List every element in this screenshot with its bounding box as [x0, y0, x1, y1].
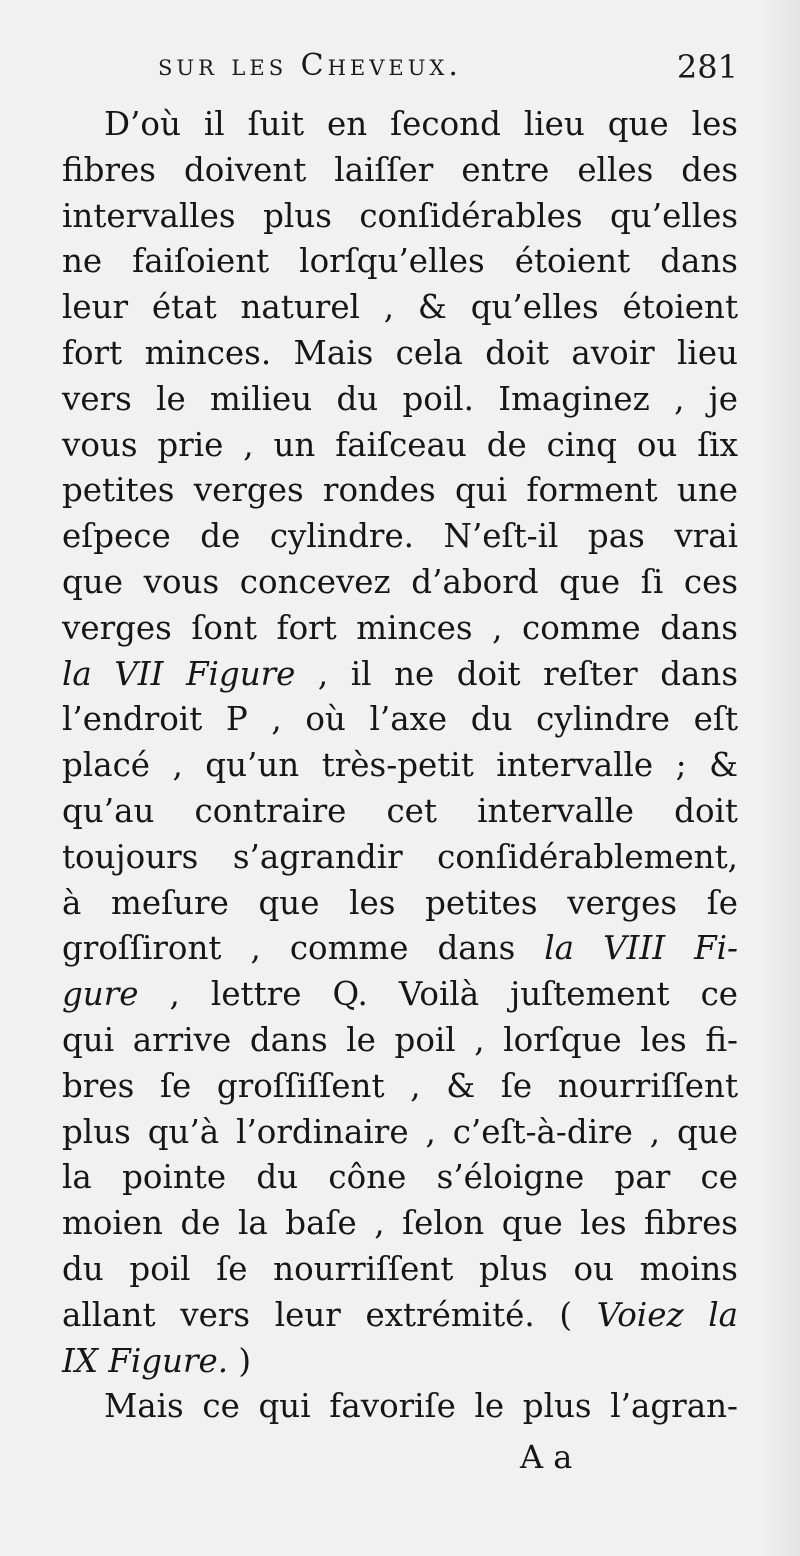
figure-reference: Voiez la [596, 1295, 739, 1334]
text-line: l’endroit P , où l’axe du cylindre eſt [62, 700, 738, 739]
text-line: placé , qu’un très-petit intervalle ; & [62, 746, 738, 785]
text-line: toujours s’agrandir conſidérablement, [62, 837, 738, 876]
text-line: qui arrive dans le poil , lorſque les fi- [62, 1020, 738, 1059]
text-line [62, 1339, 738, 1385]
text-line: intervalles plus conſidérables qu’elles [62, 196, 738, 235]
body-text [62, 102, 738, 1430]
page-number: 281 [676, 48, 738, 86]
figure-reference: la VII Figure [62, 654, 296, 693]
text-fragment: groſſiront , comme dans [62, 929, 545, 968]
text-line: moien de la baſe , ſelon que les fibres [62, 1204, 738, 1243]
figure-reference: la VIII Fi- [544, 929, 738, 968]
text-line [62, 652, 738, 698]
text-line: que vous concevez d’abord que ſi ces [62, 562, 738, 601]
text-line: fort minces. Mais cela doit avoir lieu [62, 333, 738, 372]
text-line: à meſure que les petites verges ſe [62, 883, 738, 922]
page-edge-shadow [760, 0, 800, 1556]
text-line: du poil ſe nourriſſent plus ou moins [62, 1249, 738, 1288]
text-line: vers le milieu du poil. Imaginez , je [62, 379, 738, 418]
running-head: sur les Cheveux. [158, 48, 462, 83]
figure-reference: gure [62, 975, 139, 1014]
catchword-signature: A a [520, 1438, 573, 1476]
text-line: fibres doivent laiſſer entre elles des [62, 150, 738, 189]
text-line: plus qu’à l’ordinaire , c’eſt-à-dire , que [62, 1112, 738, 1151]
text-fragment: , il ne doit reſter dans [295, 654, 739, 693]
text-line: bres ſe groſſiſſent , & ſe nourriſſent [62, 1066, 738, 1105]
text-line: la pointe du cône s’éloigne par ce [62, 1158, 738, 1197]
text-line [62, 972, 738, 1018]
text-line: D’où il ſuit en ſecond lieu que les [104, 105, 738, 143]
text-line: ne faiſoient lorſqu’elles étoient dans [62, 242, 738, 281]
text-line [62, 926, 738, 972]
text-fragment: allant vers leur extrémité. ( [62, 1295, 597, 1334]
text-fragment: ) [228, 1341, 252, 1380]
figure-reference: IX Figure. [62, 1341, 229, 1380]
text-line [62, 1293, 738, 1339]
text-line: petites verges rondes qui forment une [62, 471, 738, 510]
text-fragment: , lettre Q. Voilà juſtement ce [138, 975, 738, 1014]
text-line: leur état naturel , & qu’elles étoient [62, 288, 738, 327]
text-line: Mais ce qui favoriſe le plus l’agran- [104, 1387, 738, 1426]
text-line: verges ſont fort minces , comme dans [62, 608, 738, 647]
page-header [158, 48, 738, 98]
text-line: qu’au contraire cet intervalle doit [62, 791, 738, 830]
text-line: vous prie , un faiſceau de cinq ou ſix [62, 425, 738, 464]
text-line: eſpece de cylindre. N’eſt-il pas vrai [62, 517, 738, 556]
